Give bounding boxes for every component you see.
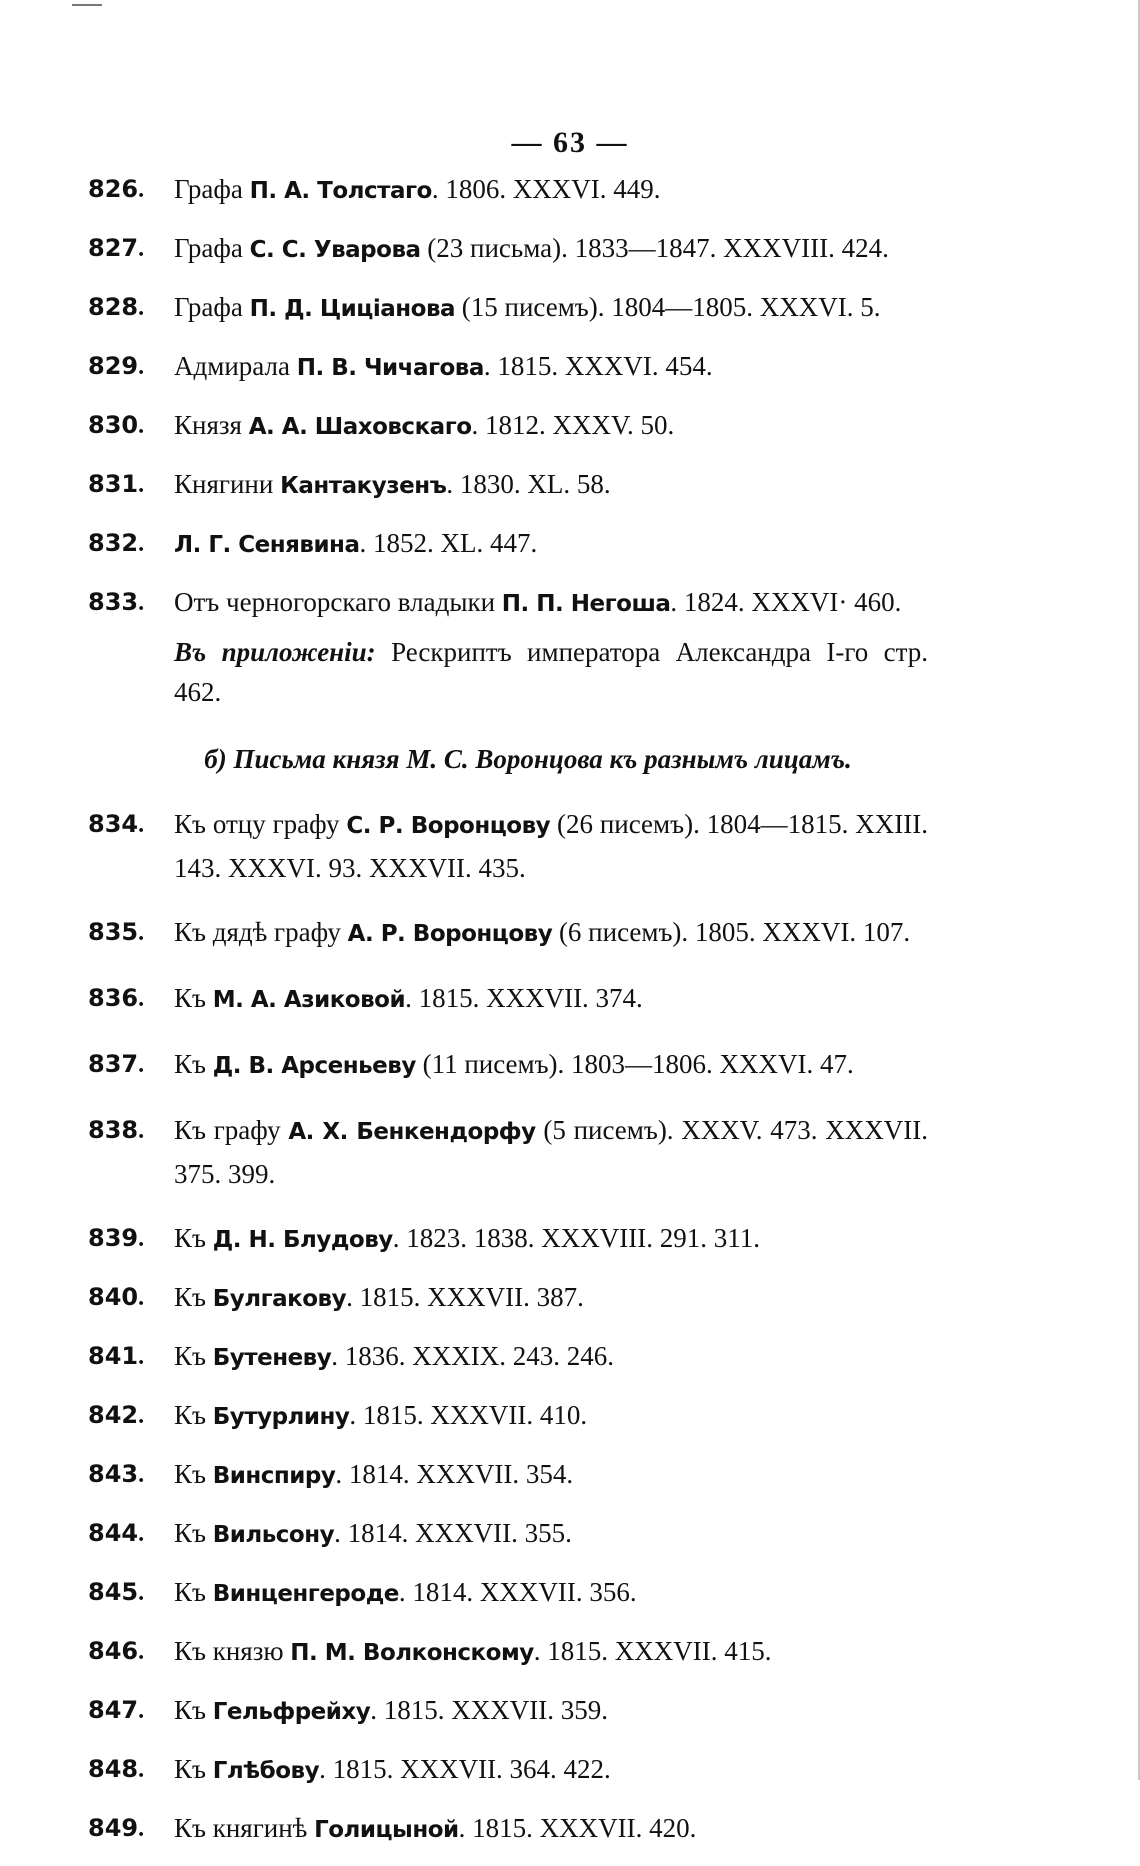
entry-842: 842. Къ Бутурлину. 1815. XXXVII. 410.	[88, 1400, 588, 1430]
entry-reference: . 1830. XL. 58.	[446, 469, 611, 499]
entry-number: 826	[88, 175, 139, 203]
entry-person: Гельфрейху	[212, 1699, 371, 1725]
entry-person: А. Х. Бенкендорфу	[288, 1119, 536, 1145]
entry-841: 841. Къ Бутеневу. 1836. XXXIX. 243. 246.	[88, 1341, 614, 1371]
entry-number: 831	[88, 470, 139, 498]
entry-reference: . 1823. 1838. XXXVIII. 291. 311.	[392, 1223, 760, 1253]
entry-prefix: Къ	[174, 1577, 213, 1607]
entry-person: Булгакову	[212, 1286, 347, 1312]
entry-person: П. А. Толстаго	[249, 178, 432, 204]
entry-number: 841	[88, 1342, 139, 1370]
entry-number: 834	[88, 810, 139, 838]
entry-836: 836. Къ М. А. Азиковой. 1815. XXXVII. 374.	[88, 983, 643, 1013]
entry-prefix: Къ князю	[174, 1636, 291, 1666]
entry-prefix: Князя	[174, 410, 249, 440]
entry-reference: . 1815. XXXVII. 359.	[370, 1695, 608, 1725]
entry-reference: . 1814. XXXVII. 354.	[335, 1459, 574, 1489]
entry-837: 837. Къ Д. В. Арсеньеву (11 писемъ). 1803—1806. XXXVI. 47.	[88, 1049, 854, 1079]
entry-prefix: Къ	[174, 1518, 213, 1548]
entry-prefix: Отъ черногорскаго владыки	[174, 587, 502, 617]
entry-831: 831. Княгини Кантакузенъ. 1830. XL. 58.	[88, 469, 611, 499]
entry-number: 829	[88, 352, 139, 380]
entry-834: 834. Къ отцу графу С. Р. Воронцову (26 писемъ). 1804—1815. XXIII. 143. XXXVI. 93. XXXVII. 435.	[88, 809, 928, 883]
entry-person: Вильсону	[212, 1522, 335, 1548]
entry-number: 835	[88, 918, 139, 946]
entry-reference: . 1815. XXXVII. 374.	[405, 983, 643, 1013]
entry-number: 848	[88, 1755, 139, 1783]
entry-833: 833. Отъ черногорскаго владыки П. П. Негоша. 1824. XXXVI· 460.	[88, 587, 902, 617]
entry-person: С. Р. Воронцову	[346, 813, 551, 839]
entry-828: 828. Графа П. Д. Циціанова (15 писемъ). 1804—1805. XXXVI. 5.	[88, 292, 881, 322]
entry-prefix: Къ	[174, 1341, 213, 1371]
entry-reference: . 1812. XXXV. 50.	[471, 410, 675, 440]
entry-number: 844	[88, 1519, 139, 1547]
appendix-text: Рескриптъ императора Александра I-го стр. 462.	[174, 637, 929, 707]
entry-848: 848. Къ Глѣбову. 1815. XXXVII. 364. 422.	[88, 1754, 611, 1784]
page-number: — 63 —	[511, 126, 629, 159]
entry-person: С. С. Уварова	[249, 237, 421, 263]
entry-person: М. А. Азиковой	[212, 987, 406, 1013]
entry-prefix: Княгини	[174, 469, 281, 499]
entry-number: 847	[88, 1696, 139, 1724]
entries-section-a	[88, 168, 928, 625]
entry-person: А. А. Шаховскаго	[248, 414, 472, 440]
entry-reference: . 1824. XXXVI· 460.	[670, 587, 902, 617]
entry-846: 846. Къ князю П. М. Волконскому. 1815. XXXVII. 415.	[88, 1636, 772, 1666]
entry-number: 830	[88, 411, 139, 439]
entry-prefix: Графа	[174, 233, 250, 263]
entry-number: 838	[88, 1116, 139, 1144]
entry-person: Винспиру	[212, 1463, 336, 1489]
entry-prefix: Къ отцу графу	[174, 809, 347, 839]
entry-person: П. М. Волконскому	[290, 1640, 534, 1666]
entry-person: П. Д. Циціанова	[249, 296, 456, 322]
entry-reference: (11 писемъ). 1803—1806. XXXVI. 47.	[415, 1049, 854, 1079]
entry-reference: . 1852. XL. 447.	[359, 528, 538, 558]
section-heading: б) Письма князя М. С. Воронцова къ разнымъ лицамъ.	[204, 744, 852, 774]
entry-reference: (5 писемъ). XXXV. 473. XXXVII. 375. 399.	[174, 1115, 928, 1189]
entry-reference: . 1815. XXXVII. 410.	[349, 1400, 588, 1430]
entry-person: Д. Н. Блудову	[212, 1227, 393, 1253]
entry-number: 832	[88, 529, 139, 557]
entry-reference: (15 писемъ). 1804—1805. XXXVI. 5.	[455, 292, 881, 322]
entry-number: 842	[88, 1401, 139, 1429]
entry-844: 844. Къ Вильсону. 1814. XXXVII. 355.	[88, 1518, 572, 1548]
entry-prefix: Къ	[174, 983, 213, 1013]
entry-person: Кантакузенъ	[280, 473, 447, 499]
entry-person: Бутурлину	[212, 1404, 350, 1430]
entry-number: 833	[88, 588, 139, 616]
entry-832: 832. Л. Г. Сенявина. 1852. XL. 447.	[88, 528, 538, 558]
entry-number: 836	[88, 984, 139, 1012]
entry-reference: . 1815. XXXVI. 454.	[483, 351, 713, 381]
top-edge-mark	[72, 4, 102, 6]
entry-person: П. П. Негоша	[501, 591, 671, 617]
entry-prefix: Къ	[174, 1223, 213, 1253]
entries-section-b	[88, 803, 928, 1851]
entry-prefix: Къ	[174, 1459, 213, 1489]
entry-prefix: Къ	[174, 1049, 213, 1079]
entry-number: 843	[88, 1460, 139, 1488]
entry-prefix: Къ графу	[174, 1115, 289, 1145]
entry-number: 849	[88, 1814, 139, 1842]
entry-prefix: Къ дядѣ графу	[174, 917, 348, 947]
entry-prefix: Къ	[174, 1695, 213, 1725]
entry-826: 826. Графа П. А. Толстаго. 1806. XXXVI. 449.	[88, 174, 661, 204]
entry-number: 846	[88, 1637, 139, 1665]
entry-person: Л. Г. Сенявина	[174, 532, 360, 558]
entry-number: 827	[88, 234, 139, 262]
entry-person: Винценгероде	[212, 1581, 399, 1607]
entry-prefix: Графа	[174, 292, 250, 322]
entry-845: 845. Къ Винценгероде. 1814. XXXVII. 356.	[88, 1577, 637, 1607]
entry-person: Голицыной	[314, 1817, 459, 1843]
entry-840: 840. Къ Булгакову. 1815. XXXVII. 387.	[88, 1282, 584, 1312]
entry-827: 827. Графа С. С. Уварова (23 письма). 1833—1847. XXXVIII. 424.	[88, 233, 889, 263]
entry-838: 838. Къ графу А. Х. Бенкендорфу (5 писемъ). XXXV. 473. XXXVII. 375. 399.	[88, 1115, 928, 1189]
entry-prefix: Къ	[174, 1282, 213, 1312]
entry-reference: . 1815. XXXVII. 420.	[458, 1813, 697, 1843]
entry-prefix: Къ княгинѣ	[174, 1813, 315, 1843]
entry-reference: . 1815. XXXVII. 415.	[533, 1636, 772, 1666]
entry-prefix: Графа	[174, 174, 250, 204]
entry-number: 837	[88, 1050, 139, 1078]
entry-849: 849. Къ княгинѣ Голицыной. 1815. XXXVII. 420.	[88, 1813, 697, 1843]
entry-person: А. Р. Воронцову	[347, 921, 553, 947]
entry-829: 829. Адмирала П. В. Чичагова. 1815. XXXVI. 454.	[88, 351, 713, 381]
entry-number: 845	[88, 1578, 139, 1606]
entry-reference: . 1814. XXXVII. 356.	[398, 1577, 637, 1607]
entry-843: 843. Къ Винспиру. 1814. XXXVII. 354.	[88, 1459, 574, 1489]
entry-reference: . 1815. XXXVII. 364. 422.	[319, 1754, 611, 1784]
entry-reference: . 1815. XXXVII. 387.	[346, 1282, 584, 1312]
entry-number: 839	[88, 1224, 139, 1252]
appendix-lead: Въ приложеніи:	[174, 637, 376, 667]
entry-prefix: Къ	[174, 1754, 213, 1784]
entry-847: 847. Къ Гельфрейху. 1815. XXXVII. 359.	[88, 1695, 608, 1725]
entry-reference: . 1806. XXXVI. 449.	[431, 174, 661, 204]
entry-830: 830. Князя А. А. Шаховскаго. 1812. XXXV. 50.	[88, 410, 675, 440]
entry-person: Бутеневу	[212, 1345, 332, 1371]
entry-number: 828	[88, 293, 139, 321]
entry-reference: (6 писемъ). 1805. XXXVI. 107.	[552, 917, 911, 947]
entry-835: 835. Къ дядѣ графу А. Р. Воронцову (6 писемъ). 1805. XXXVI. 107.	[88, 917, 911, 947]
entry-person: Д. В. Арсеньеву	[212, 1053, 416, 1079]
page-content	[88, 168, 928, 1866]
entry-reference: . 1814. XXXVII. 355.	[334, 1518, 572, 1548]
appendix-note	[88, 632, 928, 712]
entry-839: 839. Къ Д. Н. Блудову. 1823. 1838. XXXVIII. 291. 311.	[88, 1223, 760, 1253]
entry-prefix: Къ	[174, 1400, 213, 1430]
entry-person: П. В. Чичагова	[296, 355, 484, 381]
entry-reference: . 1836. XXXIX. 243. 246.	[331, 1341, 614, 1371]
entry-prefix: Адмирала	[174, 351, 297, 381]
entry-number: 840	[88, 1283, 139, 1311]
entry-reference: (23 письма). 1833—1847. XXXVIII. 424.	[420, 233, 889, 263]
entry-reference: (26 писемъ). 1804—1815. XXIII. 143. XXXVI. 93. XXXVII. 435.	[174, 809, 928, 883]
entry-person: Глѣбову	[212, 1758, 320, 1784]
